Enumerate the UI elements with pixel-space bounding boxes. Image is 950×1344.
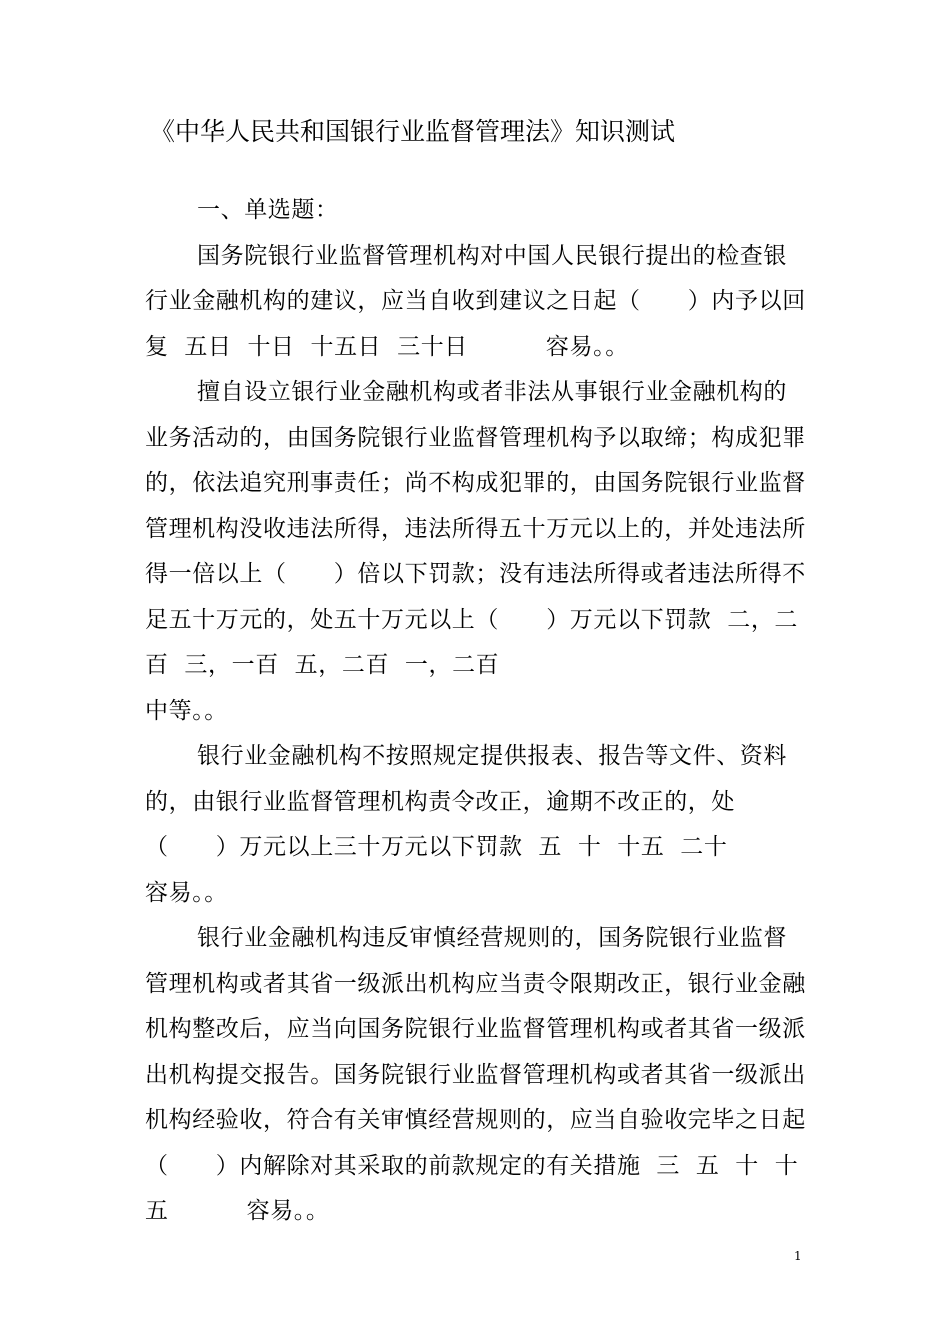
question-3 (145, 734, 810, 916)
question-1-options: 五日 十日 十五日 三十日 (168, 333, 468, 360)
question-4-text: 银行业金融机构违反审慎经营规则的，国务院银行业监督管理机构或者其省一级派出机构应当责令限期改正，银行业金融机构整改后，应当向国务院银行业监督管理机构或者其省一级派出机构提交报告。国务院银行业监督管理机构或者其省一级派出机构经验收，符合有关审慎经营规则的，应当自验收完毕之日起（ ）内解除对其采取的前款规定的有关措施 (145, 925, 806, 1179)
page-number: 1 (794, 1249, 802, 1263)
question-2-difficulty: 中等。。 (145, 697, 228, 724)
question-2-options: 二，二百 三，一百 五，二百 一，二百 (145, 606, 799, 678)
question-2-text: 擅自设立银行业金融机构或者非法从事银行业金融机构的业务活动的，由国务院银行业监督管理机构予以取缔；构成犯罪的，依法追究刑事责任；尚不构成犯罪的，由国务院银行业监督管理机构没收违法所得，违法所得五十万元以上的，并处违法所得一倍以上（ ）倍以下罚款；没有违法所得或者违法所得不足五十万元的，处五十万元以上（ ）万元以下罚款 (145, 379, 806, 633)
question-4-difficulty: 容易。。 (246, 1198, 330, 1224)
question-4-options: 三 五 十 十五 (145, 1152, 799, 1224)
document-body (145, 188, 810, 1235)
question-1-text: 国务院银行业监督管理机构对中国人民银行提出的检查银行业金融机构的建议，应当自收到建议之日起（ ）内予以回复 (145, 242, 806, 360)
question-4 (145, 916, 810, 1235)
question-3-options: 五 十 十五 二十 (522, 834, 728, 860)
question-3-text: 银行业金融机构不按照规定提供报表、报告等文件、资料的，由银行业监督管理机构责令改正，逾期不改正的，处（ ）万元以上三十万元以下罚款 (145, 743, 787, 860)
section-heading: 一、单选题： (197, 197, 339, 223)
question-2 (145, 370, 810, 734)
document-title: 《中华人民共和国银行业监督管理法》知识测试 (150, 117, 676, 146)
question-1 (145, 234, 810, 371)
question-1-difficulty: 容易。。 (545, 333, 629, 360)
question-3-difficulty: 容易。。 (145, 879, 228, 906)
